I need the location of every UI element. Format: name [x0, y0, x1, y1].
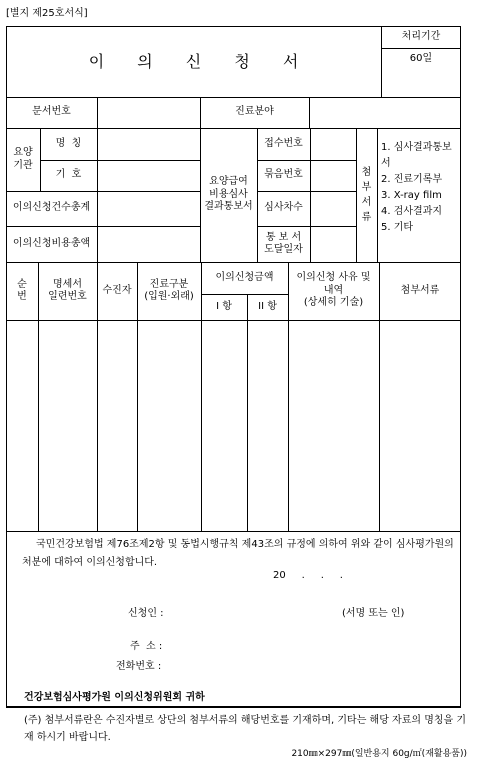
- col-patient: 수진자: [102, 284, 132, 296]
- addressee: 건강보험심사평가원 이의신청위원회 귀하: [24, 692, 205, 703]
- col-amount-1: I 항: [216, 300, 232, 312]
- attachment-item: 3. X-ray film: [381, 190, 442, 201]
- attachments-label: 첨 부 서 류: [361, 167, 372, 223]
- medical-field-label: 진료분야: [235, 106, 274, 118]
- statement-text: 국민건강보험법 제76조제2항 및 동법시행규칙 제43조의 규정에 의하여 위와 같이 심사평가원의 처분에 대하여 이의신청합니다.: [22, 539, 454, 568]
- claim-count-label: 이의신청건수총계: [12, 202, 91, 214]
- date-line: 20 . . .: [273, 570, 343, 581]
- notice-arrival-label: 통 보 서 도달일자: [264, 231, 303, 255]
- institution-name-label: 명 칭: [55, 137, 82, 149]
- applicant-label: 신청인 :: [128, 608, 164, 619]
- attachment-item: 2. 진료기록부: [381, 174, 443, 185]
- phone-label: 전화번호 :: [116, 661, 162, 672]
- col-amount: 이의신청금액: [215, 271, 274, 283]
- receipt-number-label: 접수번호: [264, 137, 303, 149]
- signature-label: (서명 또는 인): [342, 608, 405, 619]
- col-attachments: 첨부서류: [400, 284, 440, 296]
- bundle-number-label: 묶음번호: [264, 169, 303, 181]
- review-result-label: 요양급여 비용심사 결과통보서: [204, 176, 253, 213]
- attachment-item: 1. 심사결과통보서: [381, 142, 452, 169]
- col-amount-2: II 항: [258, 300, 277, 312]
- form-number-label: [별지 제25호서식]: [6, 8, 88, 19]
- attachment-item: 4. 검사결과지: [381, 206, 443, 217]
- doc-number-label: 문서번호: [32, 106, 71, 118]
- col-care-type: 진료구분 (입원·외래): [144, 278, 194, 302]
- col-statement-no: 명세서 일련번호: [48, 278, 87, 302]
- processing-period-label: 처리기간: [401, 30, 441, 42]
- col-seq: 순 번: [17, 278, 27, 302]
- col-reason: 이의신청 사유 및 내역 (상세히 기술): [296, 272, 371, 309]
- paper-spec: 210㎜×297㎜(일반용지 60g/㎡(재활용품)): [291, 749, 467, 759]
- review-round-label: 심사차수: [264, 202, 303, 214]
- institution-label: 요양 기관: [13, 147, 33, 171]
- attachment-list: [381, 140, 459, 236]
- processing-period-value: 60일: [409, 52, 433, 64]
- form-title: 이 의 신 청 서: [88, 51, 313, 71]
- claim-amount-label: 이의신청비용총액: [12, 237, 91, 249]
- address-label: 주 소 :: [130, 641, 163, 652]
- institution-code-label: 기 호: [55, 169, 82, 181]
- attachment-item: 5. 기타: [381, 222, 414, 233]
- footnote: (주) 첨부서류란은 수진자별로 상단의 첨부서류의 해당번호를 기재하며, 기타는 해당 자료의 명칭을 기재 하시기 바랍니다.: [24, 715, 467, 743]
